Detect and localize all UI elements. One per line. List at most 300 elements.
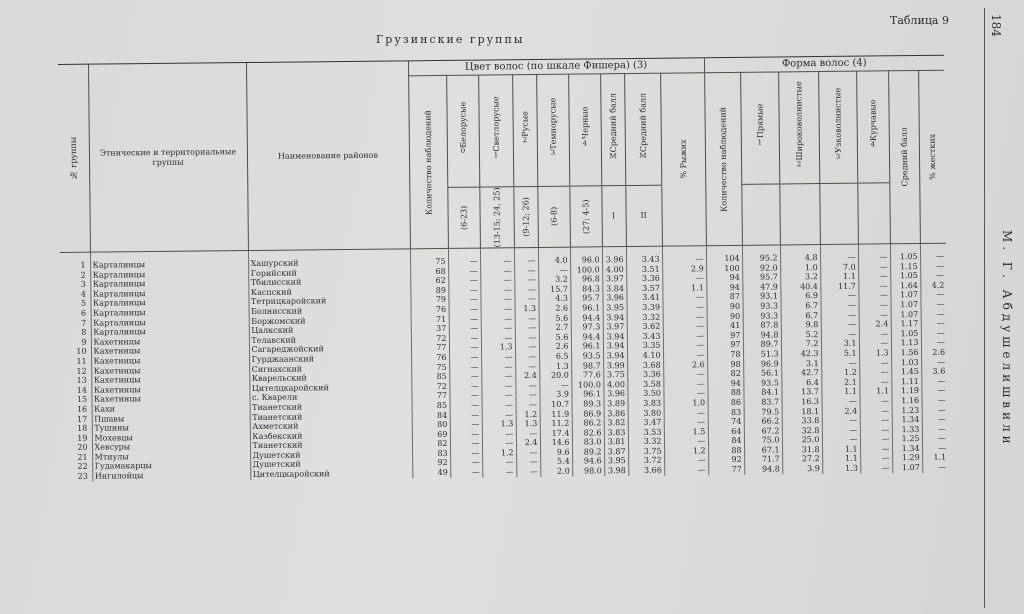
cell-white-blond: — (449, 333, 481, 343)
cell-mean-1: 4.00 (602, 265, 626, 275)
cell-light-brown: — (481, 381, 515, 391)
cell-black: 96.8 (570, 274, 602, 284)
cell-white-blond: — (449, 381, 481, 391)
cell-red-pct: 2.9 (662, 264, 706, 274)
cell-light-brown: — (481, 362, 515, 372)
cell-form-count: 88 (708, 446, 744, 456)
cell-group-no: 5 (80, 299, 87, 309)
col-curly: Курчавые 4 (856, 71, 889, 183)
cell-mean-2: 3.41 (626, 293, 662, 303)
cell-light-brown: 1.2 (482, 448, 516, 458)
cell-curly: — (860, 454, 892, 464)
cell-brown: 1.3 (516, 419, 540, 429)
cell-mean-1: 3.94 (603, 341, 627, 351)
cell-dark-brown: 3.2 (538, 275, 570, 285)
cell-straight: 93.5 (743, 378, 781, 388)
cell-mean-1: 3.95 (604, 457, 628, 467)
cell-district: Кварельский (249, 372, 411, 383)
cell-form-mean: 1.05 (891, 329, 921, 339)
cell-dark-brown: 4.3 (538, 294, 570, 304)
cell-group-no: 2 (80, 270, 86, 280)
cell-mean-2: 3.50 (627, 389, 663, 399)
cell-light-brown: — (480, 285, 514, 295)
cell-ethnic-group: Хевсуры (92, 441, 250, 452)
cell-district: Телавский (249, 334, 411, 345)
cell-mean-2: 3.51 (626, 264, 662, 274)
cell-coarse-pct: — (920, 271, 946, 281)
cell-narrow-wavy: 1.1 (820, 272, 858, 282)
cell-curly: — (860, 463, 892, 473)
cell-narrow-wavy: — (821, 310, 859, 320)
cell-ethnic-group: Кахетинцы (91, 384, 249, 395)
cell-narrow-wavy: — (820, 244, 858, 262)
cell-light-brown: — (482, 458, 516, 468)
cell-red-pct: — (664, 408, 708, 418)
cell-dark-brown: 5.6 (539, 332, 571, 342)
cell-coarse-pct: 1.1 (922, 453, 948, 463)
cell-group-no: 6 (80, 308, 87, 318)
cell-color-count: 79 (410, 295, 448, 305)
cell-form-count: 74 (708, 417, 744, 427)
cell-color-count: 77 (411, 343, 449, 353)
cell-form-count: 77 (708, 465, 744, 475)
cell-mean-1: 3.75 (603, 370, 627, 380)
cell-dark-brown: 3.9 (539, 390, 571, 400)
scale-black: (27; 4-5) (569, 186, 602, 247)
cell-district: Тианетский (250, 440, 412, 451)
cell-dark-brown: 6.5 (539, 352, 571, 362)
cell-group-no: 23 (77, 471, 88, 481)
cell-wide-wavy: 31.8 (782, 445, 822, 455)
cell-white-blond: — (450, 448, 482, 458)
col-group-no: № группы (58, 64, 90, 252)
cell-red-pct: 1.0 (664, 398, 708, 408)
cell-narrow-wavy: — (821, 358, 859, 368)
cell-color-count: 76 (411, 305, 449, 315)
cell-group-no: 16 (76, 404, 88, 414)
cell-mean-2: 3.36 (626, 274, 662, 284)
cell-curly: — (860, 425, 892, 435)
cell-form-mean: 1.19 (891, 386, 921, 396)
cell-straight: 93.3 (743, 311, 781, 321)
cell-mean-1: 3.94 (603, 313, 627, 323)
cell-narrow-wavy: — (822, 416, 860, 426)
cell-curly: — (859, 310, 891, 320)
running-head-author: М. Г. Абдушелишвили (1000, 230, 1014, 448)
cell-black: 98.7 (571, 361, 603, 371)
cell-ethnic-group: Ингилойцы (92, 470, 250, 481)
cell-straight: 66.2 (744, 417, 782, 427)
cell-coarse-pct: — (920, 261, 946, 271)
cell-brown: 2.4 (516, 438, 540, 448)
cell-form-mean: 1.23 (892, 405, 922, 415)
cell-wide-wavy: 9.8 (781, 320, 821, 330)
cell-narrow-wavy: 2.1 (821, 377, 859, 387)
cell-ethnic-group: Кахетинцы (91, 393, 249, 404)
cell-form-mean: 1.34 (892, 415, 922, 425)
cell-narrow-wavy: 1.1 (822, 454, 860, 464)
cell-coarse-pct: — (922, 405, 948, 415)
hair-form-header: Форма волос (4) (704, 55, 944, 73)
cell-dark-brown: 5.4 (540, 457, 572, 467)
cell-mean-2: 4.10 (627, 351, 663, 361)
cell-mean-2: 3.32 (627, 312, 663, 322)
table-body (60, 243, 948, 481)
cell-form-count: 64 (708, 427, 744, 437)
cell-light-brown: — (482, 439, 516, 449)
cell-form-mean: 1.03 (891, 358, 921, 368)
cell-black: 96.1 (571, 303, 603, 313)
cell-coarse-pct: 4.2 (920, 280, 946, 290)
cell-district: Казбекский (250, 430, 412, 441)
cell-district: Боржомский (249, 315, 411, 326)
cell-group-no: 12 (76, 366, 87, 376)
cell-ethnic-group: Карталинцы (90, 297, 248, 308)
cell-brown: — (515, 342, 539, 352)
cell-district: Гурджаанский (249, 353, 411, 364)
col-mean-2: Средний балл М (624, 73, 661, 185)
cell-wide-wavy: 6.9 (780, 291, 820, 301)
cell-curly: — (858, 271, 890, 281)
cell-narrow-wavy: 1.3 (822, 464, 860, 474)
cell-group-no: 20 (77, 442, 88, 453)
cell-dark-brown: 11.9 (540, 409, 572, 419)
cell-coarse-pct: — (922, 463, 948, 473)
cell-color-count: 72 (411, 382, 449, 392)
scale-mean-1: I (601, 186, 626, 247)
cell-mean-1: 3.82 (604, 418, 628, 428)
cell-narrow-wavy: 7.0 (820, 262, 858, 272)
cell-color-count: 82 (412, 439, 450, 449)
cell-form-mean: 1.11 (891, 377, 921, 387)
cell-form-count: 83 (708, 407, 744, 417)
cell-color-count: 85 (411, 372, 449, 382)
cell-black: 94.6 (572, 457, 604, 467)
cell-coarse-pct: — (922, 396, 948, 406)
cell-district: Тбилисский (248, 277, 410, 288)
cell-color-count: 92 (412, 458, 450, 468)
cell-ethnic-group: Кахи (92, 403, 250, 414)
cell-district: Цителцкаройский (250, 468, 412, 479)
cell-mean-1: 3.99 (603, 361, 627, 371)
cell-dark-brown: 9.6 (540, 448, 572, 458)
cell-color-count: 77 (411, 391, 449, 401)
cell-dark-brown: 1.3 (539, 361, 571, 371)
cell-white-blond: — (450, 429, 482, 439)
cell-brown: 2.4 (515, 371, 539, 381)
cell-straight: 67.2 (744, 426, 782, 436)
scale-brown: (9-12; 26) (513, 186, 538, 247)
cell-straight: 84.1 (743, 388, 781, 398)
cell-brown: — (515, 362, 539, 372)
cell-district: Сагареджойский (249, 344, 411, 355)
cell-color-count: 84 (412, 410, 450, 420)
cell-narrow-wavy: 1.2 (821, 368, 859, 378)
cell-brown: — (514, 247, 538, 265)
cell-black: 98.0 (572, 466, 604, 476)
cell-ethnic-group: Карталинцы (91, 307, 249, 318)
cell-group-no: 15 (76, 395, 88, 405)
cell-narrow-wavy: — (822, 425, 860, 435)
cell-straight: 94.8 (743, 330, 781, 340)
cell-mean-2: 3.43 (627, 331, 663, 341)
cell-straight: 89.7 (743, 340, 781, 350)
cell-ethnic-group: Кахетинцы (91, 374, 249, 385)
cell-dark-brown: 2.7 (539, 323, 571, 333)
cell-light-brown: 1.3 (481, 343, 515, 353)
cell-light-brown: — (482, 410, 516, 420)
cell-wide-wavy: 4.8 (780, 245, 820, 264)
cell-black: 96.0 (570, 247, 602, 265)
cell-coarse-pct: — (921, 386, 947, 396)
cell-light-brown: — (481, 391, 515, 401)
cell-red-pct: 2.6 (663, 360, 707, 370)
cell-mean-2: 3.47 (628, 418, 664, 428)
cell-red-pct: 1.5 (664, 427, 708, 437)
page-number: 184 (989, 14, 1003, 37)
col-dark-brown: Темнорусые 3 (536, 74, 569, 186)
cell-form-count: 97 (707, 331, 743, 341)
cell-curly: — (860, 444, 892, 454)
cell-red-pct: — (663, 302, 707, 312)
cell-red-pct: — (662, 246, 706, 265)
cell-black: 97.3 (571, 322, 603, 332)
col-color-count: Количество наблюдений (408, 75, 448, 248)
cell-dark-brown: 2.0 (540, 467, 572, 477)
col-black: Черные 4 (568, 74, 601, 186)
cell-wide-wavy: 27.2 (782, 454, 822, 464)
cell-white-blond: — (450, 420, 482, 430)
cell-district: Душетский (250, 449, 412, 460)
cell-district: Сигнахский (249, 363, 411, 374)
cell-white-blond: — (449, 343, 481, 353)
col-white-blond: Белорусые 0 (446, 75, 479, 187)
cell-red-pct: — (663, 350, 707, 360)
cell-curly: — (860, 435, 892, 445)
cell-curly: — (859, 300, 891, 310)
cell-mean-2: 3.57 (626, 283, 662, 293)
cell-red-pct: — (664, 436, 708, 446)
cell-color-count: 75 (411, 362, 449, 372)
cell-mean-2: 3.39 (627, 303, 663, 313)
cell-district: Цителцкаройский (249, 382, 411, 393)
cell-color-count: 37 (411, 324, 449, 334)
cell-coarse-pct: — (920, 243, 946, 261)
cell-mean-1: 3.95 (603, 303, 627, 313)
scale-white-blond: (6-23) (447, 187, 480, 248)
cell-light-brown: — (481, 323, 515, 333)
cell-mean-1: 3.96 (602, 247, 626, 265)
cell-ethnic-group: Мтиулы (92, 451, 250, 462)
cell-wide-wavy: 13.7 (781, 387, 821, 397)
cell-wide-wavy: 40.4 (780, 282, 820, 292)
cell-straight: 75.0 (744, 436, 782, 446)
cell-black: 96.1 (571, 390, 603, 400)
cell-coarse-pct: 3.6 (921, 367, 947, 377)
cell-district: Тианетский (250, 401, 412, 412)
cell-coarse-pct: 2.6 (921, 348, 947, 358)
cell-white-blond: — (450, 458, 482, 468)
cell-white-blond: — (450, 400, 482, 410)
cell-light-brown: — (481, 304, 515, 314)
cell-black: 95.7 (570, 294, 602, 304)
cell-curly: — (859, 377, 891, 387)
cell-mean-1: 3.83 (604, 428, 628, 438)
cell-curly: — (858, 291, 890, 301)
cell-brown: — (514, 285, 538, 295)
page-edge-rule (984, 8, 985, 608)
cell-form-count: 41 (707, 321, 743, 331)
col-narrow-wavy: Узковолнистые 3 (818, 71, 857, 183)
cell-straight: 67.1 (744, 445, 782, 455)
cell-group-no: 14 (76, 385, 87, 395)
cell-coarse-pct: — (921, 300, 947, 310)
cell-ethnic-group: Кахетинцы (91, 355, 249, 366)
cell-red-pct: 1.1 (662, 283, 706, 293)
cell-red-pct: — (662, 293, 706, 303)
cell-brown: — (515, 314, 539, 324)
cell-white-blond: — (448, 248, 480, 266)
cell-curly: 1.3 (859, 348, 891, 358)
cell-red-pct: — (664, 465, 708, 475)
cell-black: 84.3 (570, 284, 602, 294)
cell-curly: — (859, 329, 891, 339)
cell-wide-wavy: 25.0 (782, 435, 822, 445)
cell-light-brown: — (482, 467, 516, 477)
cell-mean-2: 3.35 (627, 341, 663, 351)
cell-light-brown: — (482, 400, 516, 410)
cell-group-no: 11 (76, 356, 87, 366)
cell-red-pct: 1.2 (664, 446, 708, 456)
cell-light-brown: 1.3 (482, 419, 516, 429)
cell-white-blond: — (449, 305, 481, 315)
cell-white-blond: — (450, 410, 482, 420)
cell-curly: — (858, 262, 890, 272)
cell-brown: — (516, 429, 540, 439)
cell-ethnic-group: Мохевцы (92, 432, 250, 443)
cell-straight: 93.1 (742, 292, 780, 302)
cell-white-blond: — (448, 276, 480, 286)
col-form-count: Количество наблюдений (704, 72, 742, 245)
cell-form-count: 94 (706, 283, 742, 293)
cell-white-blond: — (448, 295, 480, 305)
cell-form-count: 87 (706, 292, 742, 302)
cell-mean-2: 3.80 (628, 408, 664, 418)
scale-mean-2: II (625, 185, 662, 246)
cell-dark-brown: — (539, 380, 571, 390)
cell-light-brown: — (480, 248, 514, 266)
cell-ethnic-group: Пшавы (92, 413, 250, 424)
cell-red-pct: — (663, 341, 707, 351)
scale-dark-brown: (6-8) (537, 186, 570, 247)
cell-narrow-wavy: — (821, 329, 859, 339)
cell-form-mean: 1.45 (891, 367, 921, 377)
cell-wide-wavy: 33.8 (782, 416, 822, 426)
cell-white-blond: — (449, 372, 481, 382)
cell-ethnic-group: Кахетинцы (91, 345, 249, 356)
cell-ethnic-group: Карталинцы (90, 251, 248, 271)
cell-curly: — (860, 396, 892, 406)
cell-black: 89.2 (572, 447, 604, 457)
cell-red-pct: — (663, 379, 707, 389)
cell-mean-2: 3.32 (628, 437, 664, 447)
cell-black: 82.6 (572, 428, 604, 438)
cell-wide-wavy: 3.2 (780, 272, 820, 282)
cell-district: Цалкский (249, 324, 411, 335)
cell-straight: 51.3 (743, 349, 781, 359)
cell-ethnic-group: Карталинцы (90, 288, 248, 299)
cell-form-mean: 1.25 (892, 434, 922, 444)
cell-black: 86.2 (572, 418, 604, 428)
table-header (58, 55, 946, 252)
cell-form-mean: 1.07 (892, 463, 922, 473)
cell-mean-2: 3.66 (628, 466, 664, 476)
cell-white-blond: — (449, 391, 481, 401)
cell-group-no: 17 (76, 414, 88, 424)
cell-district: Тетрицкаройский (248, 296, 410, 307)
cell-form-mean: 1.17 (891, 319, 921, 329)
cell-narrow-wavy: — (822, 397, 860, 407)
cell-brown: 1.2 (516, 409, 540, 419)
cell-curly: — (859, 358, 891, 368)
cell-mean-2: 3.58 (627, 379, 663, 389)
cell-mean-2: 3.53 (628, 427, 664, 437)
cell-mean-1: 3.86 (604, 409, 628, 419)
cell-form-count: 84 (708, 436, 744, 446)
cell-white-blond: — (449, 362, 481, 372)
cell-dark-brown: 14.6 (540, 438, 572, 448)
cell-red-pct: — (663, 331, 707, 341)
col-district: Наименование районов (246, 61, 410, 251)
cell-brown: — (515, 390, 539, 400)
cell-straight: 92.0 (742, 263, 780, 273)
cell-black: 83.0 (572, 438, 604, 448)
cell-straight: 96.9 (743, 359, 781, 369)
cell-dark-brown: 2.6 (539, 304, 571, 314)
cell-brown: — (514, 294, 538, 304)
cell-mean-1: 3.97 (603, 322, 627, 332)
cell-ethnic-group: Тушины (92, 422, 250, 433)
cell-wide-wavy: 6.4 (781, 378, 821, 388)
cell-form-count: 104 (706, 245, 742, 263)
cell-light-brown: — (480, 266, 514, 276)
cell-coarse-pct: — (921, 338, 947, 348)
cell-dark-brown: 4.0 (538, 247, 570, 265)
cell-white-blond: — (449, 353, 481, 363)
cell-straight: 71.7 (744, 455, 782, 465)
cell-color-count: 76 (411, 353, 449, 363)
cell-straight: 56.1 (743, 369, 781, 379)
cell-form-count: 88 (707, 388, 743, 398)
col-brown: Русые 2 (512, 74, 537, 186)
cell-mean-2: 3.72 (628, 456, 664, 466)
cell-district: с. Кварели (249, 392, 411, 403)
cell-straight: 79.5 (744, 407, 782, 417)
cell-straight: 87.8 (743, 321, 781, 331)
col-wide-wavy: Широковолнистые 2 (778, 72, 819, 184)
cell-black: 96.1 (571, 342, 603, 352)
cell-form-count: 92 (708, 455, 744, 465)
cell-group-no: 10 (76, 347, 87, 357)
cell-brown: — (514, 275, 538, 285)
cell-wide-wavy: 18.1 (782, 407, 822, 417)
cell-form-mean: 1.07 (891, 300, 921, 310)
cell-wide-wavy: 1.0 (780, 263, 820, 273)
cell-narrow-wavy: — (821, 320, 859, 330)
cell-red-pct: — (662, 273, 706, 283)
cell-mean-1: 3.84 (602, 284, 626, 294)
cell-mean-2: 3.36 (627, 370, 663, 380)
